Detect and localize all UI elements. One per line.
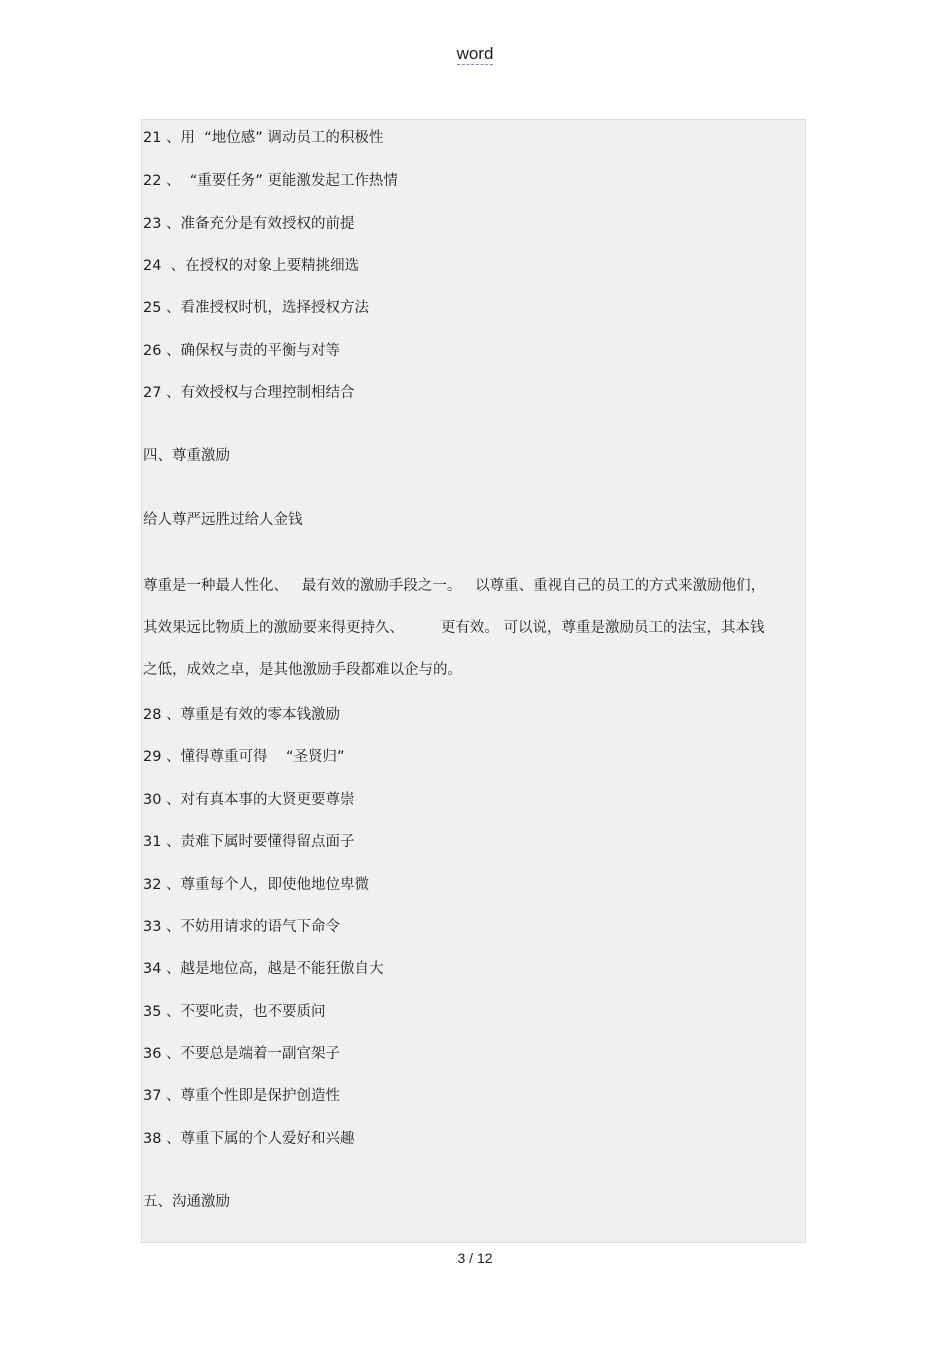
section-heading: 五、沟通激励 [143, 1194, 230, 1210]
list-item: 30 、对有真本事的大贤更要尊崇 [143, 792, 355, 808]
list-item: 34 、越是地位高，越是不能狂傲自大 [143, 961, 384, 977]
list-item: 32 、尊重每个人，即使他地位卑微 [143, 877, 370, 893]
list-item: 33 、不妨用请求的语气下命令 [143, 919, 341, 935]
list-item: 21 、用 “地位感” 调动员工的积极性 [143, 130, 384, 146]
list-item: 35 、不要叱责，也不要质问 [143, 1004, 326, 1020]
paragraph-line: 其效果远比物质上的激励要来得更持久、 更有效。 可以说，尊重是激励员工的法宝，其本钱 [143, 620, 765, 636]
list-item: 23 、准备充分是有效授权的前提 [143, 216, 355, 232]
list-item: 26 、确保权与责的平衡与对等 [143, 343, 341, 359]
paragraph-line: 之低，成效之卓，是其他激励手段都难以企与的。 [143, 662, 462, 678]
header-title: word [456, 44, 494, 63]
list-item: 22 、 “重要任务” 更能激发起工作热情 [143, 173, 398, 189]
list-item: 24 、在授权的对象上要精挑细选 [143, 258, 360, 274]
list-item: 29 、懂得尊重可得 “圣贤归” [143, 749, 345, 765]
content-panel [141, 119, 806, 1243]
list-item: 37 、尊重个性即是保护创造性 [143, 1088, 341, 1104]
paragraph-line: 尊重是一种最人性化、 最有效的激励手段之一。 以尊重、重视自己的员工的方式来激励他们， [143, 578, 766, 594]
list-item: 28 、尊重是有效的零本钱激励 [143, 707, 341, 723]
list-item: 36 、不要总是端着一副官架子 [143, 1046, 341, 1062]
list-item: 38 、尊重下属的个人爱好和兴趣 [143, 1131, 355, 1147]
list-item: 31 、责难下属时要懂得留点面子 [143, 834, 355, 850]
section-subtitle: 给人尊严远胜过给人金钱 [143, 512, 303, 528]
section-heading: 四、尊重激励 [143, 448, 230, 464]
page-header [0, 44, 950, 64]
list-item: 27 、有效授权与合理控制相结合 [143, 385, 355, 401]
page-number: 3 / 12 [457, 1250, 493, 1266]
list-item: 25 、看准授权时机，选择授权方法 [143, 300, 370, 316]
